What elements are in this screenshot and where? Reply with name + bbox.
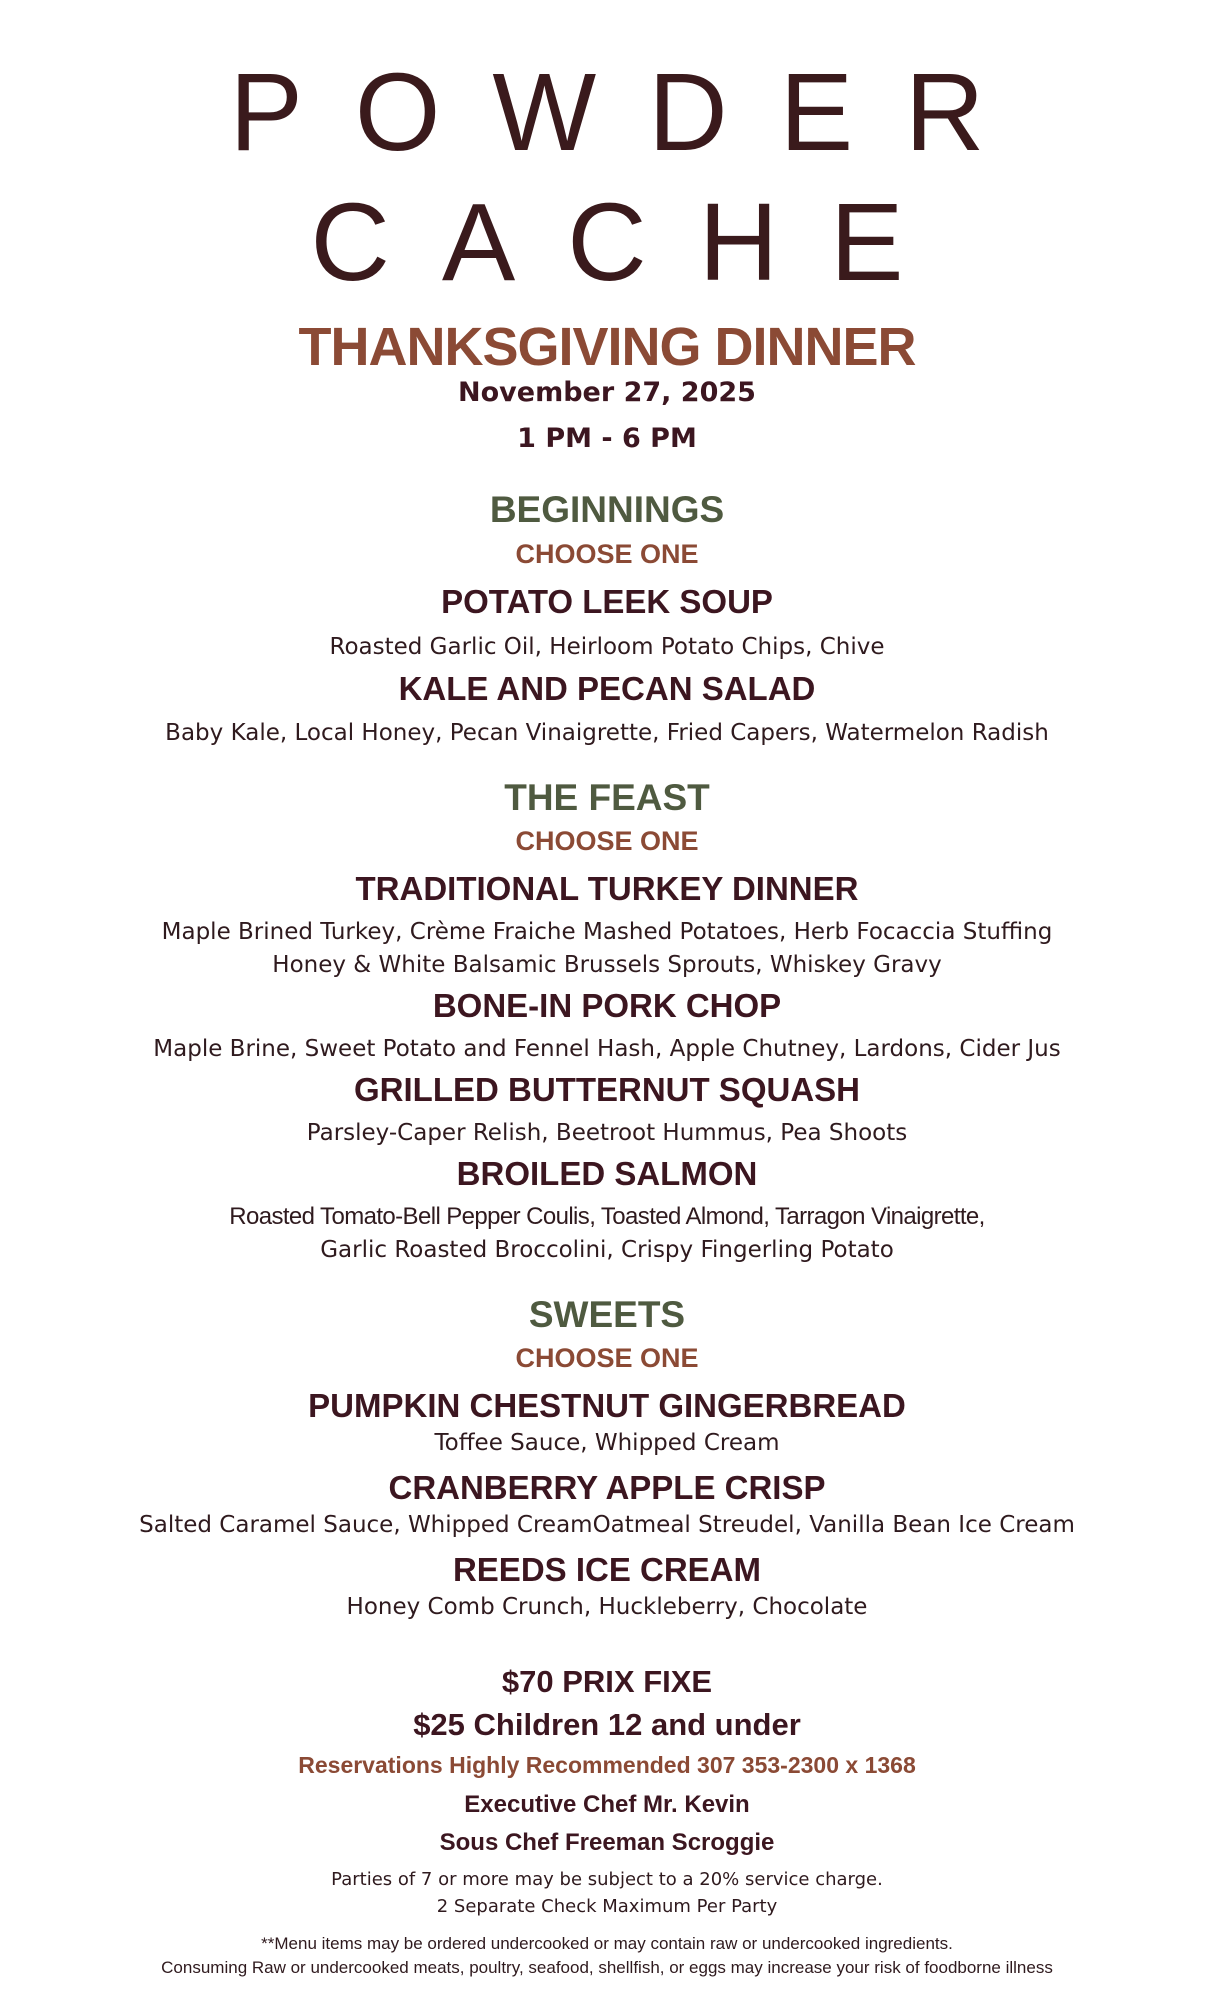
dish-name: GRILLED BUTTERNUT SQUASH bbox=[354, 1071, 860, 1108]
section-title-beginnings: BEGINNINGS bbox=[489, 489, 725, 530]
price-children: $25 Children 12 and under bbox=[413, 1707, 801, 1742]
dish-name: TRADITIONAL TURKEY DINNER bbox=[355, 870, 859, 907]
dish-description: Toffee Sauce, Whipped Cream bbox=[434, 1430, 780, 1456]
dish-description: Maple Brine, Sweet Potato and Fennel Hash, Apple Chutney, Lardons, Cider Jus bbox=[153, 1036, 1061, 1062]
brand-logo-line1: POWDER bbox=[229, 51, 1037, 174]
check-limit-note: 2 Separate Check Maximum Per Party bbox=[436, 1896, 778, 1917]
dish-name: BONE-IN PORK CHOP bbox=[432, 987, 782, 1024]
dish-description: Honey Comb Crunch, Huckleberry, Chocolate bbox=[346, 1594, 868, 1620]
dish-name: REEDS ICE CREAM bbox=[452, 1551, 762, 1588]
service-charge-note: Parties of 7 or more may be subject to a 20% service charge. bbox=[331, 1869, 883, 1890]
event-title: THANKSGIVING DINNER bbox=[298, 317, 916, 377]
choose-one-label: CHOOSE ONE bbox=[515, 539, 699, 569]
dish-description: Maple Brined Turkey, Crème Fraiche Mashed Potatoes, Herb Focaccia Stuffing bbox=[161, 919, 1053, 945]
event-time: 1 PM - 6 PM bbox=[517, 423, 697, 454]
dish-description: Parsley-Caper Relish, Beetroot Hummus, Pea Shoots bbox=[306, 1120, 908, 1146]
executive-chef: Executive Chef Mr. Kevin bbox=[464, 1791, 750, 1818]
section-title-sweets: SWEETS bbox=[528, 1294, 686, 1335]
dish-name: PUMPKIN CHESTNUT GINGERBREAD bbox=[308, 1387, 906, 1424]
dish-description: Roasted Garlic Oil, Heirloom Potato Chips, Chive bbox=[329, 634, 885, 660]
choose-one-label: CHOOSE ONE bbox=[515, 1343, 699, 1373]
dish-name: BROILED SALMON bbox=[456, 1155, 758, 1192]
dish-description: Honey & White Balsamic Brussels Sprouts, Whiskey Gravy bbox=[272, 952, 942, 978]
choose-one-label: CHOOSE ONE bbox=[515, 826, 699, 856]
reservations-note: Reservations Highly Recommended 307 353-2300 x 1368 bbox=[298, 1752, 916, 1778]
dish-description: Roasted Tomato-Bell Pepper Coulis, Toasted Almond, Tarragon Vinaigrette, bbox=[229, 1203, 985, 1230]
dish-description: Salted Caramel Sauce, Whipped CreamOatmeal Streudel, Vanilla Bean Ice Cream bbox=[139, 1512, 1075, 1538]
section-title-feast: THE FEAST bbox=[504, 777, 710, 818]
disclaimer-line-1: **Menu items may be ordered undercooked or may contain raw or undercooked ingredients. bbox=[261, 1934, 953, 1953]
event-date: November 27, 2025 bbox=[458, 377, 756, 408]
sous-chef: Sous Chef Freeman Scroggie bbox=[439, 1829, 775, 1856]
dish-name: CRANBERRY APPLE CRISP bbox=[388, 1469, 826, 1506]
price-adult: $70 PRIX FIXE bbox=[501, 1664, 713, 1699]
disclaimer-line-2: Consuming Raw or undercooked meats, poultry, seafood, shellfish, or eggs may increase your risk of foodborne illness bbox=[161, 1958, 1053, 1977]
dish-description: Baby Kale, Local Honey, Pecan Vinaigrette, Fried Capers, Watermelon Radish bbox=[165, 720, 1049, 746]
brand-logo-line2: CACHE bbox=[310, 181, 956, 304]
dish-name: POTATO LEEK SOUP bbox=[441, 583, 773, 620]
dish-description: Garlic Roasted Broccolini, Crispy Fingerling Potato bbox=[320, 1237, 894, 1263]
dish-name: KALE AND PECAN SALAD bbox=[398, 670, 816, 707]
